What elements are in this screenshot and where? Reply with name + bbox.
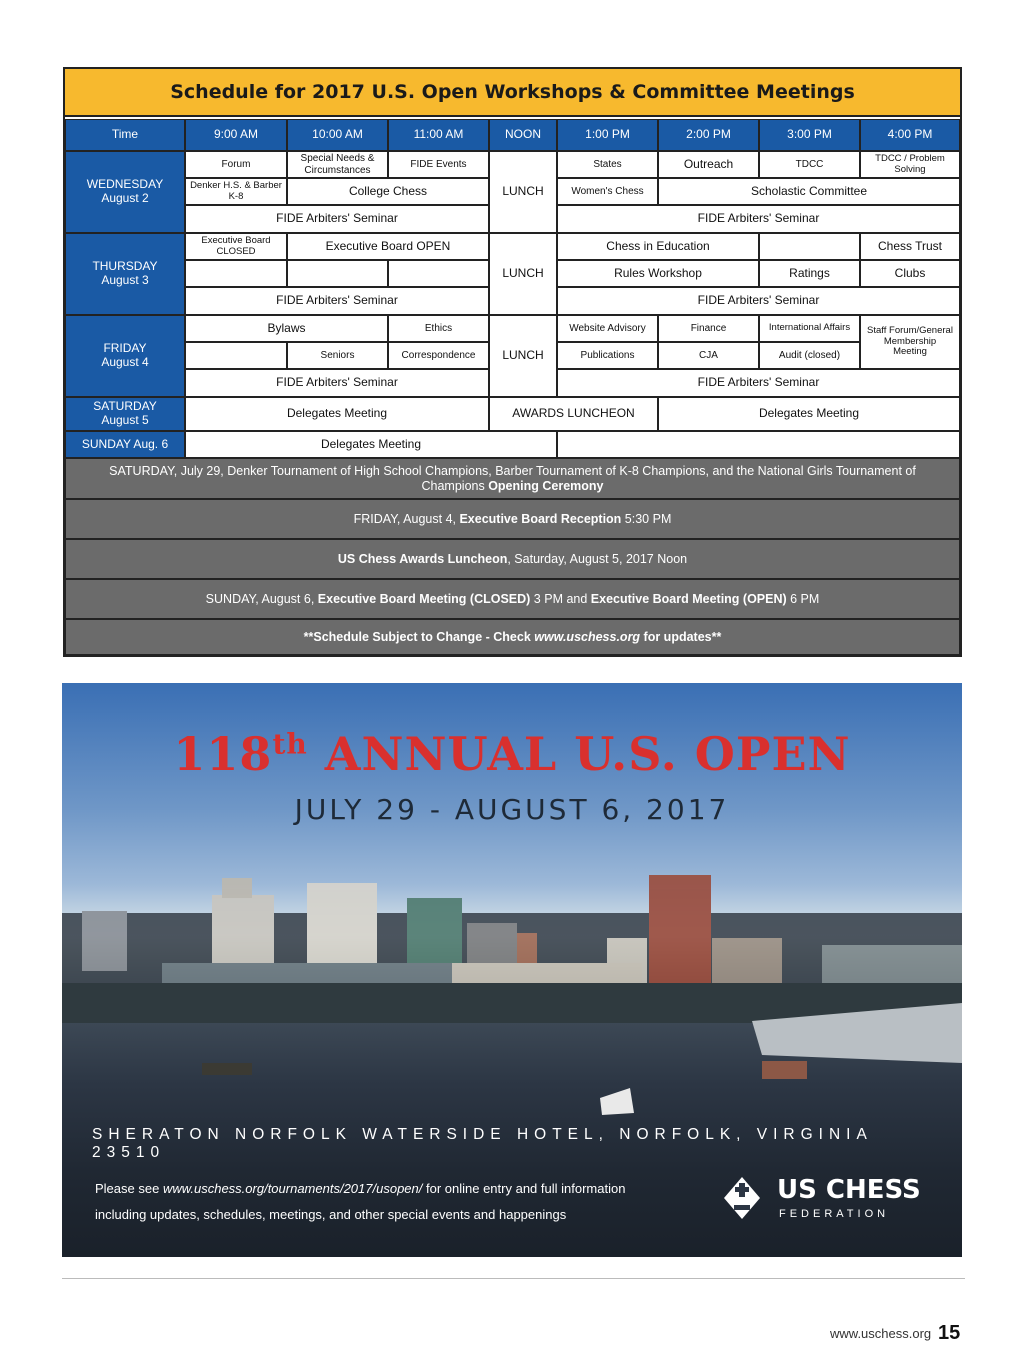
note-exec-reception: [65, 499, 960, 539]
wed-tdcc: TDCC: [759, 151, 860, 178]
fri-website: Website Advisory: [557, 315, 658, 342]
header-1pm: 1:00 PM: [557, 119, 658, 151]
fri-bylaws: Bylaws: [185, 315, 388, 342]
day-name: THURSDAY: [92, 259, 158, 274]
thu-chess-trust: Chess Trust: [860, 233, 960, 260]
info-line-1: [95, 1181, 625, 1196]
note-link[interactable]: www.uschess.org: [534, 629, 641, 644]
fri-publications: Publications: [557, 342, 658, 369]
thu-empty-3pm: [759, 233, 860, 260]
note-text: FRIDAY, August 4,: [353, 511, 460, 526]
note-awards-luncheon: [65, 539, 960, 579]
fri-ethics: Ethics: [388, 315, 489, 342]
thu-ratings: Ratings: [759, 260, 860, 287]
note-text: for updates**: [640, 629, 722, 644]
note-text: 6 PM: [786, 591, 820, 606]
thu-exec-closed: Executive Board CLOSED: [185, 233, 287, 260]
info-text: for online entry and full information: [422, 1181, 626, 1196]
day-thursday: [65, 233, 185, 315]
venue-address: SHERATON NORFOLK WATERSIDE HOTEL, NORFOLK, VIRGINIA 23510: [92, 1126, 872, 1161]
us-open-promo: [62, 683, 962, 1257]
logo-us-chess: US CHESS: [777, 1175, 921, 1205]
schedule-title: Schedule for 2017 U.S. Open Workshops & Committee Meetings: [65, 69, 960, 117]
wed-fide-pm: FIDE Arbiters' Seminar: [557, 205, 960, 233]
note-text: SUNDAY, August 6,: [205, 591, 318, 606]
day-name: WEDNESDAY: [86, 177, 164, 192]
header-noon: NOON: [489, 119, 557, 151]
chess-king-icon: [722, 1175, 762, 1221]
fri-audit: Audit (closed): [759, 342, 860, 369]
fri-fide-am: FIDE Arbiters' Seminar: [185, 369, 489, 397]
note-bold: Executive Board Meeting (CLOSED): [317, 591, 531, 606]
note-text: 5:30 PM: [621, 511, 672, 526]
day-sunday: SUNDAY Aug. 6: [65, 431, 185, 458]
thu-lunch: LUNCH: [489, 233, 557, 315]
fri-staff-forum: Staff Forum/General Membership Meeting: [860, 315, 960, 369]
sat-delegates-am: Delegates Meeting: [185, 397, 489, 431]
fri-intl: International Affairs: [759, 315, 860, 342]
note-bold: Executive Board Reception: [459, 511, 622, 526]
wed-college-chess: College Chess: [287, 178, 489, 205]
headline-text: ANNUAL U.S. OPEN: [307, 727, 851, 781]
note-text: , Saturday, August 5, 2017 Noon: [507, 551, 688, 566]
footer-divider: [62, 1278, 965, 1279]
thu-chess-education: Chess in Education: [557, 233, 759, 260]
thu-clubs: Clubs: [860, 260, 960, 287]
wed-special-needs: Special Needs & Circumstances: [287, 151, 388, 178]
header-10am: 10:00 AM: [287, 119, 388, 151]
day-date: August 2: [101, 191, 149, 205]
thu-rules: Rules Workshop: [557, 260, 759, 287]
sat-awards-luncheon: AWARDS LUNCHEON: [489, 397, 658, 431]
fri-seniors: Seniors: [287, 342, 388, 369]
day-date: August 4: [101, 355, 149, 369]
header-2pm: 2:00 PM: [658, 119, 759, 151]
note-opening-ceremony: [65, 458, 960, 499]
thu-empty-10am: [287, 260, 388, 287]
sun-delegates: Delegates Meeting: [185, 431, 557, 458]
day-name: FRIDAY: [103, 341, 147, 356]
note-text: 3 PM and: [530, 591, 591, 606]
day-friday: [65, 315, 185, 397]
wed-fide-am: FIDE Arbiters' Seminar: [185, 205, 489, 233]
note-bold: US Chess Awards Luncheon: [337, 551, 508, 566]
logo-federation: FEDERATION: [779, 1208, 890, 1220]
header-9am: 9:00 AM: [185, 119, 287, 151]
day-date: August 5: [101, 413, 149, 427]
note-subject-to-change: [65, 619, 960, 655]
fri-fide-pm: FIDE Arbiters' Seminar: [557, 369, 960, 397]
day-wednesday: [65, 151, 185, 233]
fri-cja: CJA: [658, 342, 759, 369]
note-text: **Schedule Subject to Change - Check: [303, 629, 535, 644]
thu-fide-am: FIDE Arbiters' Seminar: [185, 287, 489, 315]
sat-delegates-pm: Delegates Meeting: [658, 397, 960, 431]
headline-number: 118: [173, 727, 273, 781]
day-name: SATURDAY: [93, 399, 157, 414]
note-bold: Opening Ceremony: [488, 478, 604, 493]
wed-states: States: [557, 151, 658, 178]
wed-fide-events: FIDE Events: [388, 151, 489, 178]
info-line-2: including updates, schedules, meetings, and other special events and happenings: [95, 1207, 567, 1222]
wed-scholastic: Scholastic Committee: [658, 178, 960, 205]
schedule-table: [63, 67, 962, 657]
wed-outreach: Outreach: [658, 151, 759, 178]
info-link[interactable]: www.uschess.org/tournaments/2017/usopen/: [162, 1181, 423, 1196]
wed-lunch: LUNCH: [489, 151, 557, 233]
note-text: SATURDAY, July 29, Denker Tournament of High School Champions, Barber Tournament of K-8 Champions, and the National Girls Tournament of Champions: [109, 464, 916, 493]
page-number: 15: [938, 1322, 961, 1344]
event-dates: JULY 29 - AUGUST 6, 2017: [294, 793, 730, 826]
wed-tdcc-problem: TDCC / Problem Solving: [860, 151, 960, 178]
note-exec-meetings: [65, 579, 960, 619]
note-bold: Executive Board Meeting (OPEN): [590, 591, 787, 606]
thu-exec-open: Executive Board OPEN: [287, 233, 489, 260]
header-3pm: 3:00 PM: [759, 119, 860, 151]
annual-headline: [62, 727, 962, 781]
fri-lunch: LUNCH: [489, 315, 557, 397]
wed-womens-chess: Women's Chess: [557, 178, 658, 205]
wed-denker: Denker H.S. & Barber K-8: [185, 178, 287, 205]
fri-finance: Finance: [658, 315, 759, 342]
thu-empty-11am: [388, 260, 489, 287]
thu-fide-pm: FIDE Arbiters' Seminar: [557, 287, 960, 315]
fri-empty-9am: [185, 342, 287, 369]
thu-empty-9am: [185, 260, 287, 287]
wed-forum: Forum: [185, 151, 287, 178]
footer-url[interactable]: www.uschess.org: [830, 1326, 932, 1341]
header-time: Time: [65, 119, 185, 151]
fri-correspondence: Correspondence: [388, 342, 489, 369]
day-saturday: [65, 397, 185, 431]
header-4pm: 4:00 PM: [860, 119, 960, 151]
headline-superscript: th: [272, 727, 308, 761]
header-11am: 11:00 AM: [388, 119, 489, 151]
sun-empty-pm: [557, 431, 960, 458]
info-text: Please see: [95, 1181, 163, 1196]
day-date: August 3: [101, 273, 149, 287]
